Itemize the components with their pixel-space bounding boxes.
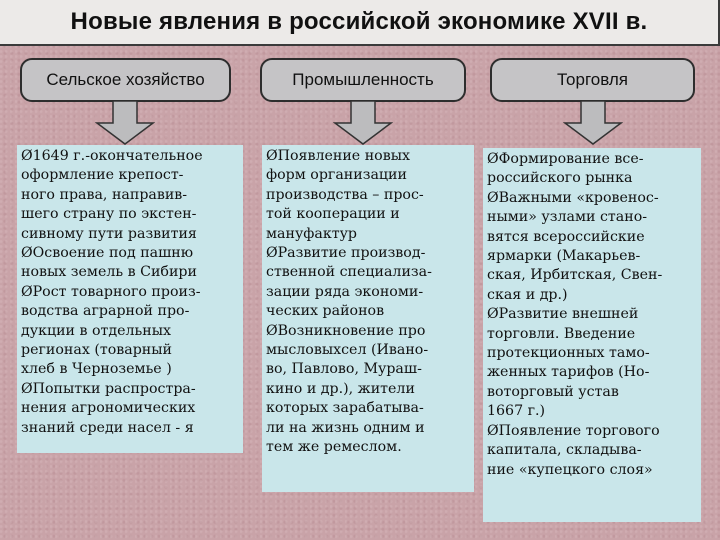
- text-line: ØПоявление торгового: [487, 422, 660, 439]
- text-line: знаний среди насел - я: [21, 419, 194, 436]
- text-line: 1667 г.): [487, 403, 546, 420]
- text-line: хлеб в Черноземье ): [21, 361, 172, 378]
- header-agriculture-label: Сельское хозяйство: [46, 70, 205, 89]
- text-line: Ø1649 г.-окончательное: [21, 148, 203, 164]
- column-agriculture: [17, 145, 243, 453]
- text-line: ческих районов: [266, 303, 385, 320]
- column-trade: [483, 148, 701, 522]
- text-line: форм организации: [266, 167, 407, 184]
- text-line: торговли. Введение: [487, 325, 636, 342]
- text-line: ØПопытки распростра-: [21, 380, 196, 397]
- text-line: регионах (товарный: [21, 342, 172, 359]
- text-line: новых земель в Сибири: [21, 264, 197, 281]
- text-line: воторговый устав: [487, 383, 619, 400]
- text-line: производства – прос-: [266, 186, 424, 203]
- text-line: ØВажными «кровенос-: [487, 189, 659, 206]
- header-trade-label: Торговля: [556, 70, 628, 89]
- text-line: кино и др.), жители: [266, 380, 415, 397]
- text-line: тем же ремеслом.: [266, 439, 402, 456]
- text-line: ли на жизнь одним и: [266, 419, 425, 436]
- header-industry: [260, 58, 466, 102]
- text-line: ØРазвитие производ-: [266, 245, 426, 262]
- text-line: сивному пути развития: [21, 225, 197, 242]
- header-industry-label: Промышленность: [292, 70, 434, 89]
- text-line: мануфактур: [266, 225, 358, 242]
- text-line: ØРазвитие внешней: [487, 306, 639, 323]
- text-line: протекционных тамо-: [487, 345, 650, 362]
- text-line: той кооперации и: [266, 206, 400, 223]
- text-line: ØПоявление новых: [266, 148, 410, 164]
- text-line: во, Павлово, Мураш-: [266, 361, 422, 378]
- text-line: зации ряда экономи-: [266, 283, 424, 300]
- title-bar: [0, 0, 720, 46]
- text-line: ØОсвоение под пашню: [21, 245, 194, 262]
- text-line: мысловыхсел (Ивано-: [266, 342, 429, 359]
- text-line: нения агрономических: [21, 400, 196, 417]
- arrow-down-icon: [95, 101, 155, 145]
- text-line: ская и др.): [487, 286, 568, 303]
- page-title: Новые явления в российской экономике XVII в.: [70, 8, 648, 35]
- text-line: ярмарки (Макарьев-: [487, 248, 641, 265]
- text-line: ственной специализа-: [266, 264, 432, 281]
- text-line: ными» узлами стано-: [487, 209, 648, 226]
- text-line: ская, Ирбитская, Свен-: [487, 267, 663, 284]
- arrow-down-icon: [333, 101, 393, 145]
- text-line: ØВозникновение про: [266, 322, 426, 339]
- text-line: ØФормирование все-: [487, 151, 644, 167]
- text-line: ние «купецкого слоя»: [487, 461, 653, 478]
- header-agriculture: [20, 58, 231, 102]
- text-line: которых зарабатыва-: [266, 400, 424, 417]
- text-line: российского рынка: [487, 170, 633, 187]
- text-line: капитала, складыва-: [487, 442, 642, 459]
- text-line: шего страну по экстен-: [21, 206, 197, 223]
- text-line: ØРост товарного произ-: [21, 283, 201, 300]
- text-line: водства аграрной про-: [21, 303, 190, 320]
- arrow-down-icon: [563, 101, 623, 145]
- text-line: вятся всероссийские: [487, 228, 645, 245]
- header-trade: [490, 58, 695, 102]
- text-line: ного права, направив-: [21, 186, 188, 203]
- text-line: дукции в отдельных: [21, 322, 172, 339]
- column-industry: [262, 145, 474, 492]
- text-line: женных тарифов (Но-: [487, 364, 650, 381]
- text-line: оформление крепост-: [21, 167, 184, 184]
